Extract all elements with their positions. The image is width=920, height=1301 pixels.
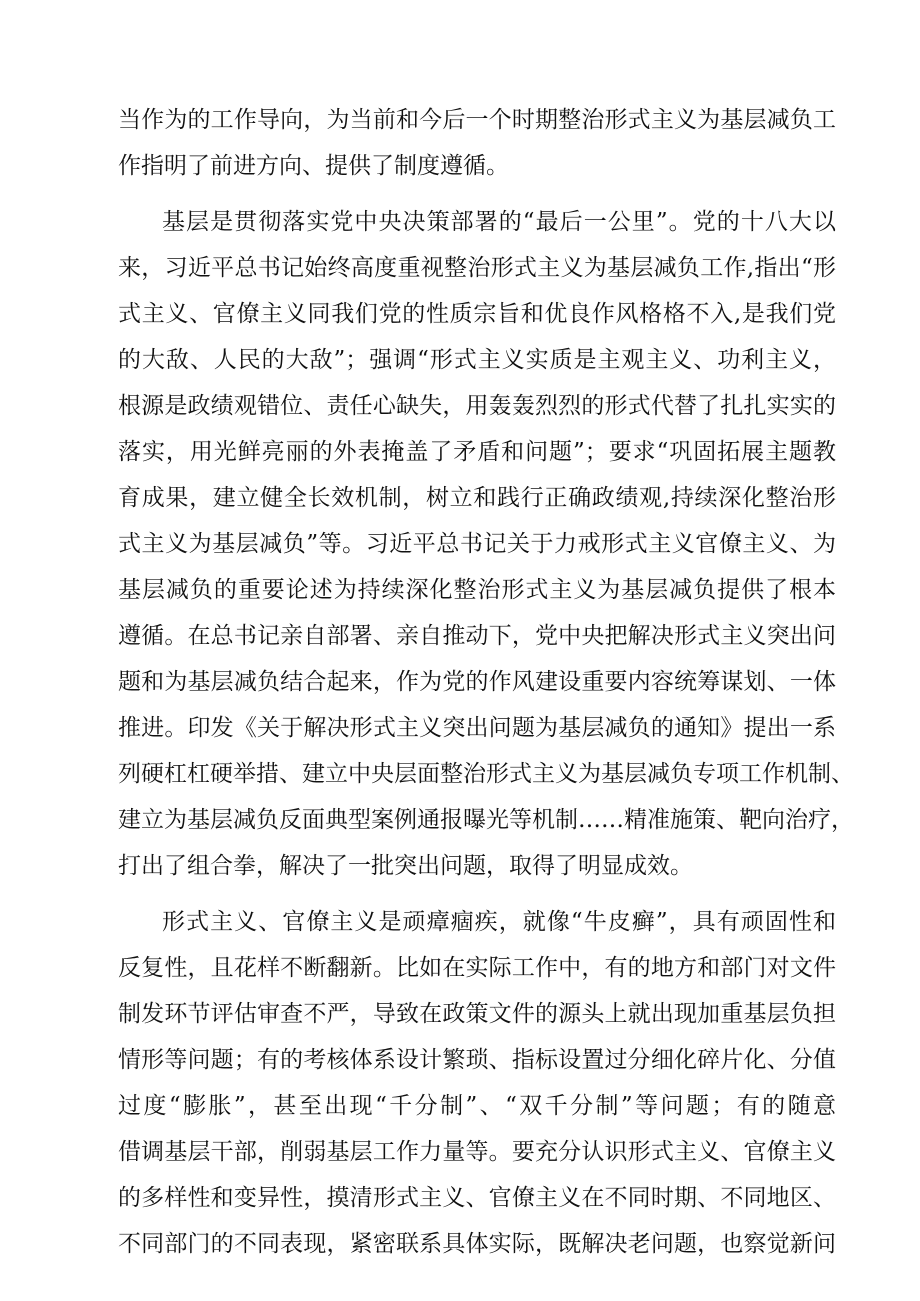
text-line: 来，习近平总书记始终高度重视整治形式主义为基层减负工作,指出“形 — [118, 255, 836, 281]
text-line: 过度“膨胀”，甚至出现“千分制”、“双千分制”等问题；有的随意 — [118, 1093, 836, 1119]
text-line: 育成果，建立健全长效机制，树立和践行正确政绩观,持续深化整治形 — [118, 485, 836, 511]
text-line: 式主义为基层减负”等。习近平总书记关于力戒形式主义官僚主义、为 — [118, 531, 836, 557]
text-line: 基层减负的重要论述为持续深化整治形式主义为基层减负提供了根本 — [118, 577, 836, 603]
text-line: 制发环节评估审查不严，导致在政策文件的源头上就出现加重基层负担 — [118, 1001, 836, 1027]
text-line: 借调基层干部，削弱基层工作力量等。要充分认识形式主义、官僚主义 — [118, 1139, 836, 1165]
text-line: 题和为基层减负结合起来，作为党的作风建设重要内容统筹谋划、一体 — [118, 669, 836, 695]
text-line: 作指明了前进方向、提供了制度遵循。 — [118, 153, 509, 179]
text-line: 打出了组合拳，解决了一批突出问题，取得了明显成效。 — [118, 853, 693, 879]
text-line: 推进。印发《关于解决形式主义突出问题为基层减负的通知》提出一系 — [118, 715, 836, 741]
text-line: 的大敌、人民的大敌”；强调“形式主义实质是主观主义、功利主义， — [118, 347, 836, 373]
text-line: 的多样性和变异性，摸清形式主义、官僚主义在不同时期、不同地区、 — [118, 1185, 836, 1211]
text-line: 落实，用光鲜亮丽的外表掩盖了矛盾和问题”；要求“巩固拓展主题教 — [118, 439, 836, 465]
text-line: 根源是政绩观错位、责任心缺失，用轰轰烈烈的形式代替了扎扎实实的 — [118, 393, 836, 419]
text-line: 列硬杠杠硬举措、建立中央层面整治形式主义为基层减负专项工作机制、 — [118, 761, 854, 787]
text-line: 建立为基层减负反面典型案例通报曝光等机制……精准施策、靶向治疗， — [118, 807, 854, 833]
text-line: 基层是贯彻落实党中央决策部署的“最后一公里”。党的十八大以 — [162, 209, 836, 235]
text-line: 不同部门的不同表现，紧密联系具体实际，既解决老问题，也察觉新问 — [118, 1231, 836, 1257]
text-line: 遵循。在总书记亲自部署、亲自推动下，党中央把解决形式主义突出问 — [118, 623, 836, 649]
text-line: 当作为的工作导向，为当前和今后一个时期整治形式主义为基层减负工 — [118, 107, 836, 133]
text-line: 情形等问题；有的考核体系设计繁琐、指标设置过分细化碎片化、分值 — [118, 1047, 836, 1073]
text-line: 反复性，且花样不断翻新。比如在实际工作中，有的地方和部门对文件 — [118, 955, 836, 981]
text-line: 式主义、官僚主义同我们党的性质宗旨和优良作风格格不入,是我们党 — [118, 301, 836, 327]
text-line: 形式主义、官僚主义是顽瘴痼疾，就像“牛皮癣”，具有顽固性和 — [162, 909, 836, 935]
